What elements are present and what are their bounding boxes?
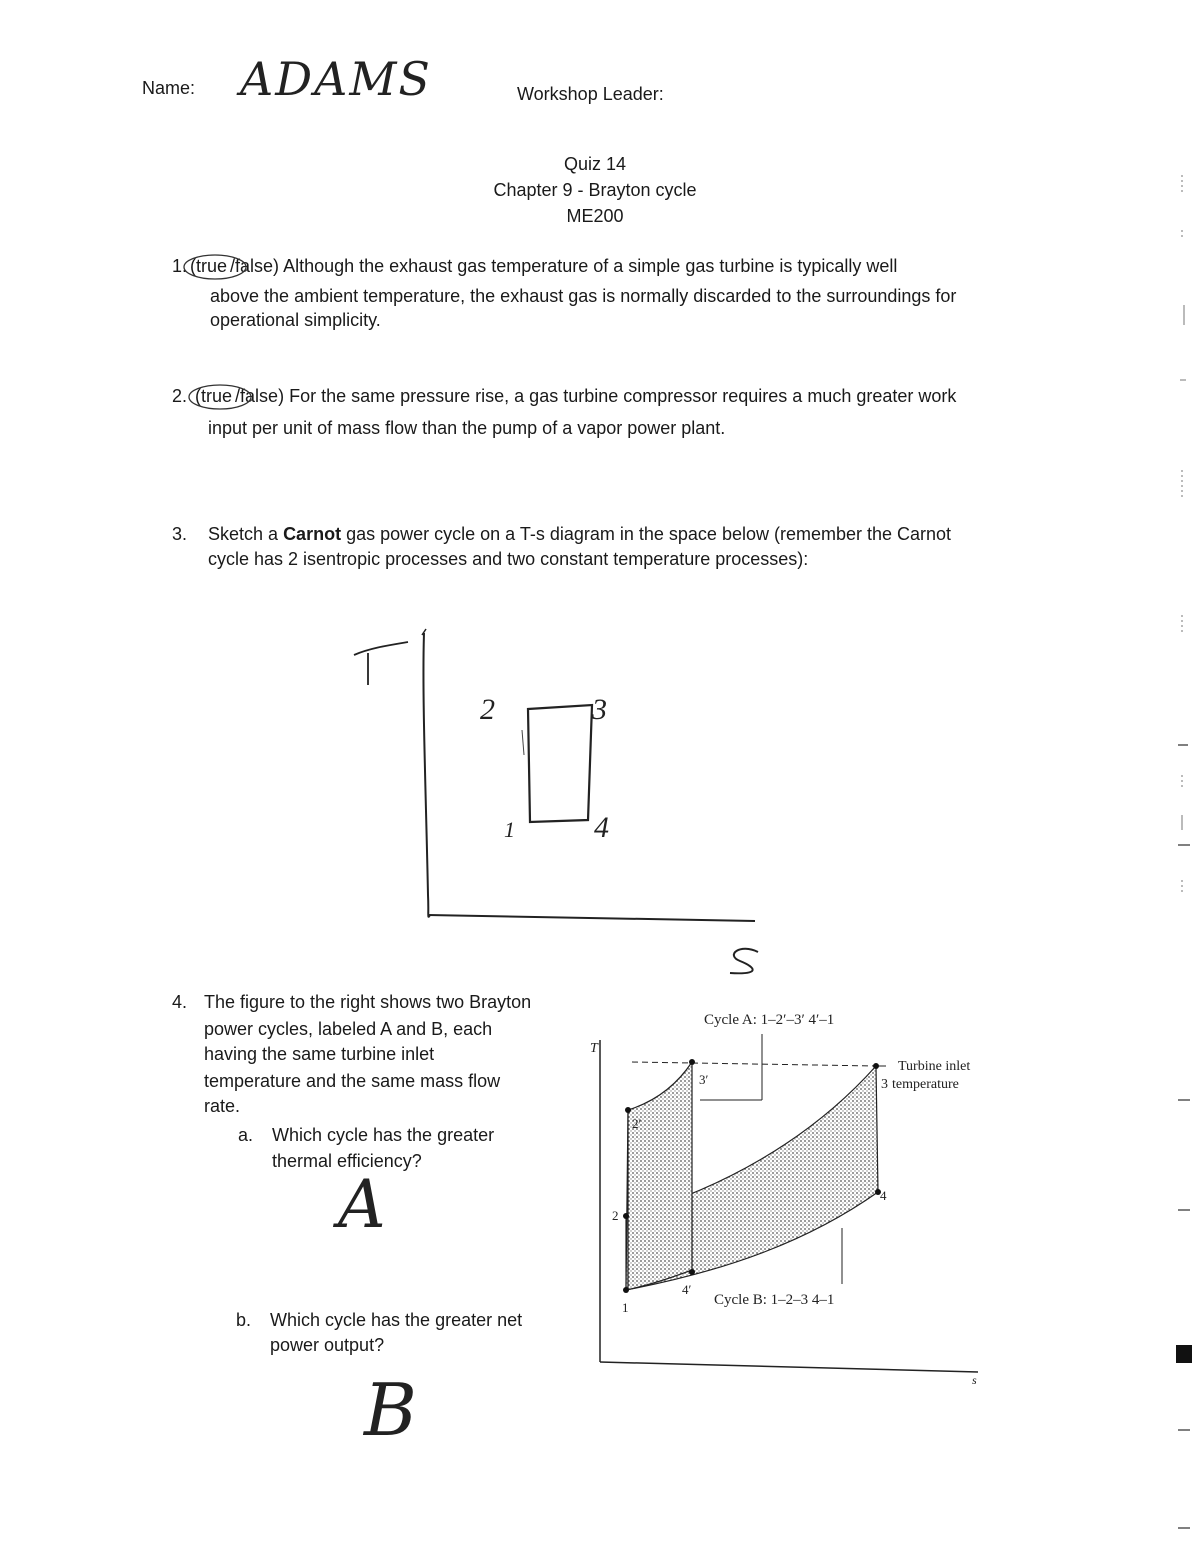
sketch-point-2: 2 <box>480 693 495 726</box>
q3-text-line2: cycle has 2 isentropic processes and two constant temperature processes): <box>208 549 809 569</box>
question-2 <box>172 384 1072 409</box>
q2-number: 2. <box>172 386 188 406</box>
q1-text-line1: Although the exhaust gas temperature of a simple gas turbine is typically well <box>283 256 898 276</box>
q4b-line2: power output? <box>270 1335 385 1355</box>
quiz-title: Quiz 14 <box>563 154 627 174</box>
sketch-point-3: 3 <box>592 693 607 726</box>
q1-number: 1. <box>172 256 188 276</box>
fig-pt-4p: 4′ <box>682 1282 692 1297</box>
q1-text-line2: above the ambient temperature, the exhaust gas is normally discarded to the surroundings for <box>210 286 957 306</box>
course-title: ME200 <box>566 206 624 226</box>
q4b-line1: Which cycle has the greater net <box>270 1310 523 1330</box>
q4-line4: temperature and the same mass flow <box>204 1071 501 1091</box>
q3-text-pre: Sketch a <box>208 524 279 544</box>
workshop-leader-label: Workshop Leader: <box>517 84 664 104</box>
q4b-answer: B <box>364 1368 417 1452</box>
fig-pt-2: 2 <box>612 1208 619 1223</box>
fig-cycle-b-label: Cycle B: 1–2–3 4–1 <box>714 1292 835 1308</box>
sketch-point-4: 4 <box>594 811 609 844</box>
q1-false-option: /false) <box>230 256 280 276</box>
q3-text-bold: Carnot <box>283 524 342 544</box>
carnot-sketch <box>330 615 780 985</box>
q1-text-line3: operational simplicity. <box>210 310 381 330</box>
fig-pt-3: 3 <box>881 1077 888 1092</box>
q3-number: 3. <box>172 524 188 544</box>
q4a-label: a. <box>238 1125 254 1145</box>
scan-edge-marks <box>1174 0 1194 1553</box>
q4-line5: rate. <box>204 1096 241 1116</box>
q4-line2: power cycles, labeled A and B, each <box>204 1019 493 1039</box>
fig-s-axis: s <box>972 1373 977 1387</box>
q4a-line2: thermal efficiency? <box>272 1151 422 1171</box>
q4-line1: The figure to the right shows two Brayton <box>204 992 532 1012</box>
sketch-point-1: 1 <box>504 817 515 842</box>
fig-pt-1: 1 <box>622 1300 629 1315</box>
q4-number: 4. <box>172 992 188 1012</box>
fig-pt-2p: 2′ <box>632 1116 642 1131</box>
fig-cycle-a-label: Cycle A: 1–2′–3′ 4′–1 <box>704 1012 835 1028</box>
q1-circle-mark <box>181 251 249 283</box>
q2-text-line2: input per unit of mass flow than the pump of a vapor power plant. <box>208 418 726 438</box>
name-handwritten: ADAMS <box>240 52 432 106</box>
fig-pt-3p: 3′ <box>699 1072 709 1087</box>
q4a-line1: Which cycle has the greater <box>272 1125 495 1145</box>
q4b-label: b. <box>236 1310 252 1330</box>
q2-text-line1: For the same pressure rise, a gas turbine compressor requires a much greater work <box>289 386 957 406</box>
fig-inlet-line2: temperature <box>892 1077 959 1092</box>
q2-true-option: (true <box>192 386 235 406</box>
fig-t-axis: T <box>590 1041 598 1056</box>
question-3 <box>208 522 1028 547</box>
q4-line3: having the same turbine inlet <box>204 1044 435 1064</box>
q2-false-option: /false) <box>235 386 285 406</box>
q4a-answer: A <box>338 1166 386 1243</box>
q1-true-option: (true <box>187 256 230 276</box>
name-label: Name: <box>142 78 196 98</box>
question-1 <box>172 254 1052 279</box>
q3-text-post: gas power cycle on a T-s diagram in the space below (remember the Carnot <box>346 524 952 544</box>
brayton-figure <box>580 1000 1000 1390</box>
fig-pt-4: 4 <box>880 1188 887 1203</box>
q2-circle-mark <box>186 381 254 413</box>
fig-inlet-line1: Turbine inlet <box>898 1059 971 1074</box>
chapter-title: Chapter 9 - Brayton cycle <box>493 180 697 200</box>
